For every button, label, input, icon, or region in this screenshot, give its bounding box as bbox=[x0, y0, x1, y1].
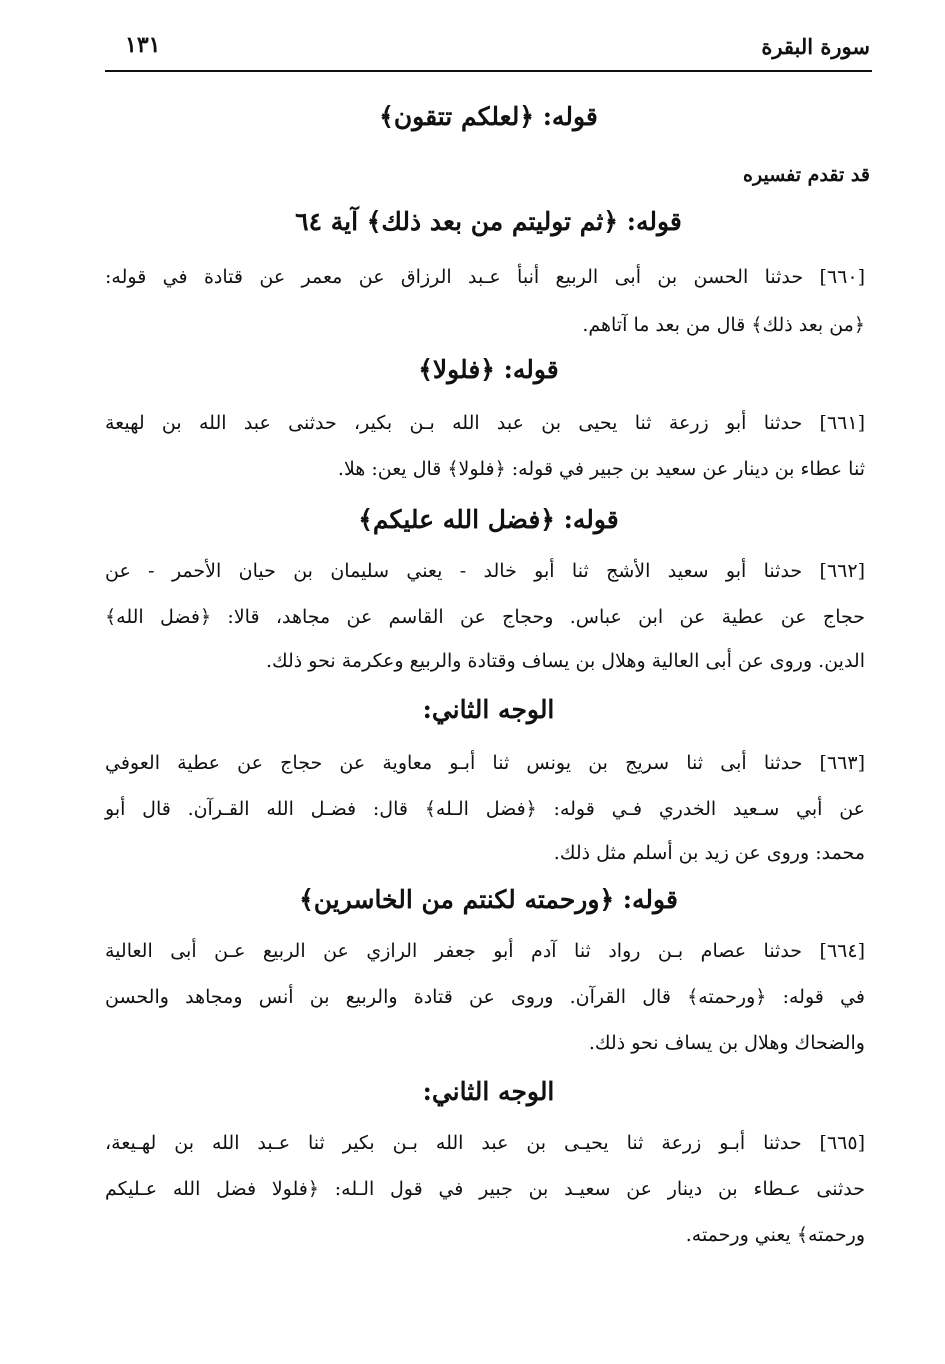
narration-665-line-1: [٦٦٥] حدثنا أبـو زرعة ثنا يحيـى بن عبد الله بـن بكير ثنا عـبد الله بن لهـيعة، bbox=[105, 1132, 865, 1154]
note-tafsir-mentioned: قد تقدم تفسيره bbox=[743, 164, 870, 186]
heading-falawla: قوله: ﴿فلولا﴾ bbox=[418, 355, 559, 384]
narration-665-line-3: ورحمته﴾ يعني ورحمته. bbox=[685, 1224, 865, 1246]
narration-661-line-2: ثنا عطاء بن دينار عن سعيد بن جبير في قوله: ﴿فلولا﴾ قال يعن: هلا. bbox=[337, 458, 865, 480]
narration-660-line-1: [٦٦٠] حدثنا الحسن بن أبى الربيع أنبأ عـبد الرزاق عن معمر عن قتادة في قوله: bbox=[105, 266, 865, 288]
heading-second-aspect-2: الوجه الثاني: bbox=[422, 1077, 555, 1106]
narration-662-line-1: [٦٦٢] حدثنا أبو سعيد الأشج ثنا أبو خالد - يعني سليمان بن حيان الأحمر - عن bbox=[105, 560, 865, 582]
heading-ayah-64: قوله: ﴿ثم توليتم من بعد ذلك﴾ آية ٦٤ bbox=[295, 207, 682, 236]
heading-wa-rahmatuhu: قوله: ﴿ورحمته لكنتم من الخاسرين﴾ bbox=[299, 885, 678, 914]
heading-second-aspect-1: الوجه الثاني: bbox=[422, 695, 555, 724]
narration-664-line-2: في قوله: ﴿ورحمته﴾ قال القرآن. وروى عن قتادة والربيع بن أنس ومجاهد والحسن bbox=[105, 986, 865, 1008]
heading-la-allakum-tattaqun: قوله: ﴿لعلكم تتقون﴾ bbox=[379, 102, 598, 131]
heading-fadlullah: قوله: ﴿فضل الله عليكم﴾ bbox=[358, 505, 619, 534]
narration-661-line-1: [٦٦١] حدثنا أبو زرعة ثنا يحيى بن عبد الله بـن بكير، حدثنى عبد الله بن لهيعة bbox=[105, 412, 865, 434]
narration-662-line-2: حجاج عن عطية عن ابن عباس. وحجاج عن القاسم عن مجاهد، قالا: ﴿فضل الله﴾ bbox=[105, 606, 865, 628]
narration-662-line-3: الدين. وروى عن أبى العالية وهلال بن يساف وقتادة والربيع وعكرمة نحو ذلك. bbox=[265, 650, 865, 672]
surah-title: سورة البقرة bbox=[761, 34, 870, 59]
narration-663-line-1: [٦٦٣] حدثنا أبى ثنا سريج بن يونس ثنا أبـو معاوية عن حجاج عن عطية العوفي bbox=[105, 752, 865, 774]
narration-663-line-3: محمد: وروى عن زيد بن أسلم مثل ذلك. bbox=[553, 842, 865, 864]
narration-663-line-2: عن أبي سـعيد الخدري فـي قوله: ﴿فضل الـله﴾ قال: فضـل الله القـرآن. قال أبو bbox=[105, 798, 865, 820]
running-header bbox=[105, 32, 872, 72]
narration-660-line-2: ﴿من بعد ذلك﴾ قال من بعد ما آتاهم. bbox=[582, 314, 865, 336]
narration-664-line-1: [٦٦٤] حدثنا عصام بـن رواد ثنا آدم أبو جعفر الرازي عن الربيع عـن أبى العالية bbox=[105, 940, 865, 962]
narration-665-line-2: حدثنى عـطاء بن دينار عن سعيـد بن جبير في قول الـله: ﴿فلولا فضل الله عـليكم bbox=[105, 1178, 865, 1200]
narration-664-line-3: والضحاك وهلال بن يساف نحو ذلك. bbox=[588, 1032, 865, 1054]
page-number: ١٣١ bbox=[125, 32, 161, 58]
